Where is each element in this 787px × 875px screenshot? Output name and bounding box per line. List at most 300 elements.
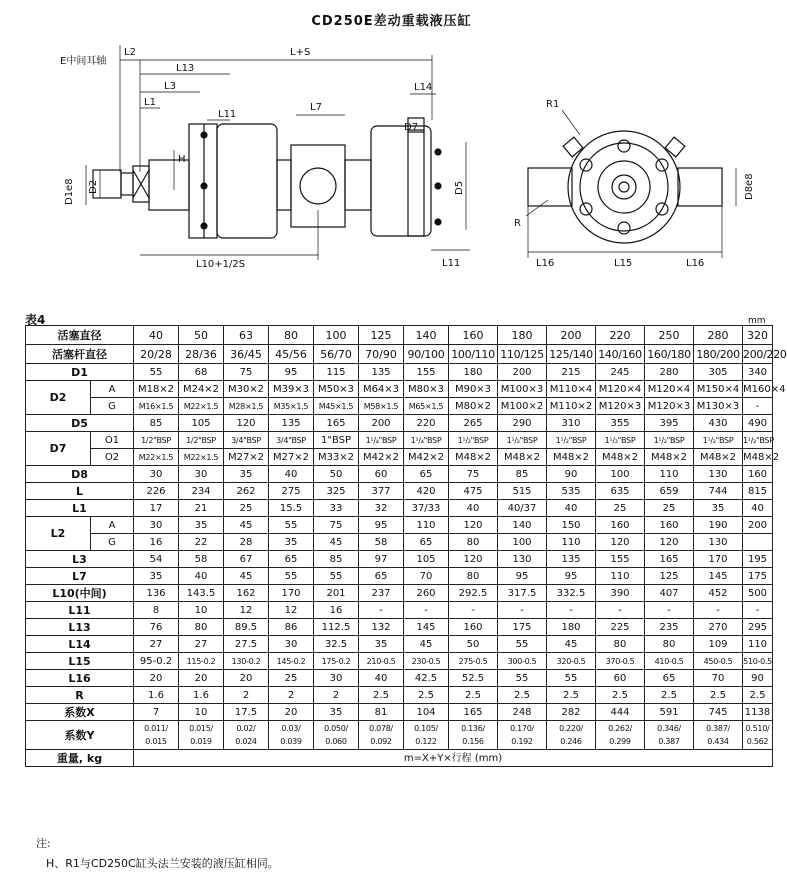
table-cell: 160 (645, 517, 694, 534)
table-cell: 7 (134, 704, 179, 721)
dim-D5: D5 (454, 180, 465, 195)
table-cell: 75 (314, 517, 359, 534)
row-sublabel: A (91, 381, 134, 398)
table-cell: M45×1.5 (314, 398, 359, 415)
table-cell: 490 (743, 415, 773, 432)
table-row (26, 432, 773, 449)
rod-cell: 100/110 (449, 345, 498, 364)
table-cell: 145 (404, 619, 449, 636)
table-cell: 25 (645, 500, 694, 517)
table-cell: 97 (359, 551, 404, 568)
table-cell: 80 (179, 619, 224, 636)
table-cell: M160×4 (743, 381, 773, 398)
table-cell: 155 (404, 364, 449, 381)
table-cell: M64×3 (359, 381, 404, 398)
table-cell: 32 (359, 500, 404, 517)
table-cell: - (694, 602, 743, 619)
table-cell: M22×1.5 (179, 449, 224, 466)
table-cell: M48×2 (449, 449, 498, 466)
row-label: R (26, 687, 134, 704)
lug-label: E中间耳轴 (60, 56, 107, 67)
table-cell: 180 (449, 364, 498, 381)
table-cell: M48×2 (596, 449, 645, 466)
table-cell: M110×4 (547, 381, 596, 398)
table-cell: 317.5 (498, 585, 547, 602)
table-cell: 35 (694, 500, 743, 517)
table-cell: 230-0.5 (404, 653, 449, 670)
table-cell: 17.5 (224, 704, 269, 721)
table-row (26, 500, 773, 517)
table-cell: 40 (743, 500, 773, 517)
row-label: D5 (26, 415, 134, 432)
table-cell: 105 (404, 551, 449, 568)
table-cell: M120×3 (645, 398, 694, 415)
table-cell: 40 (179, 568, 224, 585)
table-cell: 105 (179, 415, 224, 432)
table-cell: 20 (179, 670, 224, 687)
table-cell (743, 534, 773, 551)
table-cell: 55 (269, 568, 314, 585)
table-cell: 635 (596, 483, 645, 500)
table-cell: 52.5 (449, 670, 498, 687)
rod-cell: 90/100 (404, 345, 449, 364)
table-cell: 390 (596, 585, 645, 602)
table-cell: 310 (547, 415, 596, 432)
table-cell: 2.5 (694, 687, 743, 704)
table-cell: 25 (269, 670, 314, 687)
table-cell: 16 (134, 534, 179, 551)
table-cell: 1¹/₂"BSP (743, 432, 773, 449)
header-label: 活塞直径 (26, 326, 134, 345)
table-cell: 215 (547, 364, 596, 381)
table-cell: 210-0.5 (359, 653, 404, 670)
table-cell: 110 (547, 534, 596, 551)
table-cell: 55 (314, 568, 359, 585)
table-cell: M30×2 (224, 381, 269, 398)
table-cell: 37/33 (404, 500, 449, 517)
table-cell: 12 (224, 602, 269, 619)
table-cell: 30 (314, 670, 359, 687)
dim-D2: D2 (88, 179, 99, 194)
table-cell: 130 (694, 534, 743, 551)
notes (36, 835, 279, 875)
table-cell: M90×3 (449, 381, 498, 398)
rod-cell: 125/140 (547, 345, 596, 364)
table-cell: 1¹/₄"BSP (404, 432, 449, 449)
table-cell: 237 (359, 585, 404, 602)
table-cell: 1¹/₂"BSP (694, 432, 743, 449)
table-cell: 201 (314, 585, 359, 602)
table-cell: 262 (224, 483, 269, 500)
table-cell: 85 (314, 551, 359, 568)
table-row (26, 517, 773, 534)
table-cell: 515 (498, 483, 547, 500)
header-cell: 280 (694, 326, 743, 345)
table-cell: 55 (498, 636, 547, 653)
table-cell: 20 (224, 670, 269, 687)
rod-cell: 28/36 (179, 345, 224, 364)
table-cell: 28 (224, 534, 269, 551)
table-cell: 180 (547, 619, 596, 636)
row-label: 重量, kg (26, 750, 134, 767)
table-cell: 0.510/ 0.562 (743, 721, 773, 750)
table-cell: 170 (269, 585, 314, 602)
table-row (26, 670, 773, 687)
table-cell: M42×2 (359, 449, 404, 466)
table-cell: 332.5 (547, 585, 596, 602)
weight-row (26, 750, 773, 767)
table-cell: M33×2 (314, 449, 359, 466)
table-cell: M100×3 (498, 381, 547, 398)
row-label: L3 (26, 551, 134, 568)
table-cell: 245 (596, 364, 645, 381)
row-label: D2 (26, 381, 91, 415)
dim-L11: L11 (218, 109, 237, 120)
dim-L16b: L16 (686, 258, 705, 269)
table-cell: 80 (449, 568, 498, 585)
table-cell: 70 (694, 670, 743, 687)
table-cell: 12 (269, 602, 314, 619)
dim-L15: L15 (614, 258, 633, 269)
table-cell: 60 (596, 670, 645, 687)
table-cell: 104 (404, 704, 449, 721)
table-cell: 0.015/ 0.019 (179, 721, 224, 750)
table-cell: 45 (547, 636, 596, 653)
table-cell: 85 (498, 466, 547, 483)
row-label: L16 (26, 670, 134, 687)
row-label: L (26, 483, 134, 500)
table-cell: 200 (359, 415, 404, 432)
table-cell: M50×3 (314, 381, 359, 398)
spec-table (25, 325, 787, 767)
dim-L3: L3 (164, 81, 176, 92)
table-cell: 1.6 (179, 687, 224, 704)
technical-drawing (0, 0, 783, 300)
table-cell: 75 (224, 364, 269, 381)
table-cell: 15.5 (269, 500, 314, 517)
table-cell: 132 (359, 619, 404, 636)
rod-cell: 70/90 (359, 345, 404, 364)
table-caption: 表4 (25, 313, 46, 327)
table-cell: 30 (269, 636, 314, 653)
table-cell: 95 (547, 568, 596, 585)
rod-cell: 56/70 (314, 345, 359, 364)
table-cell: M48×2 (498, 449, 547, 466)
table-cell: 235 (645, 619, 694, 636)
dim-L14: L14 (414, 82, 433, 93)
header-cell: 160 (449, 326, 498, 345)
table-cell: 130 (694, 466, 743, 483)
table-cell: 68 (179, 364, 224, 381)
table-cell: 270 (694, 619, 743, 636)
table-cell: - (743, 602, 773, 619)
table-cell: M120×4 (596, 381, 645, 398)
table-cell: 292.5 (449, 585, 498, 602)
table-row (26, 398, 773, 415)
table-cell: 35 (179, 517, 224, 534)
table-cell: 160 (449, 619, 498, 636)
table-cell: 80 (449, 534, 498, 551)
table-cell: 2 (224, 687, 269, 704)
table-cell: 65 (404, 534, 449, 551)
header-cell: 180 (498, 326, 547, 345)
table-cell: 2.5 (743, 687, 773, 704)
rod-label: 活塞杆直径 (26, 345, 134, 364)
table-cell: 220 (404, 415, 449, 432)
header-cell: 50 (179, 326, 224, 345)
table-cell: - (645, 602, 694, 619)
dim-D1e8: D1e8 (64, 178, 75, 205)
table-cell: 0.262/ 0.299 (596, 721, 645, 750)
rod-cell: 36/45 (224, 345, 269, 364)
dim-L2: L2 (124, 47, 136, 58)
row-label: 系数X (26, 704, 134, 721)
table-cell: 100 (596, 466, 645, 483)
table-cell: M110×2 (547, 398, 596, 415)
table-cell: 55 (134, 364, 179, 381)
table-cell: M42×2 (404, 449, 449, 466)
table-cell: 407 (645, 585, 694, 602)
table-cell: 25 (596, 500, 645, 517)
table-cell: 10 (179, 704, 224, 721)
row-sublabel: G (91, 534, 134, 551)
dim-D8e8: D8e8 (744, 173, 755, 200)
table-cell: 110 (743, 636, 773, 653)
table-cell: - (547, 602, 596, 619)
table-cell: 175 (498, 619, 547, 636)
dim-L11b: L11 (442, 258, 461, 269)
table-cell: 500 (743, 585, 773, 602)
row-label: L7 (26, 568, 134, 585)
header-cell: 100 (314, 326, 359, 345)
table-cell: M16×1.5 (134, 398, 179, 415)
row-label: D1 (26, 364, 134, 381)
table-cell: 125 (645, 568, 694, 585)
table-cell: 67 (224, 551, 269, 568)
table-cell: 120 (596, 534, 645, 551)
table-cell: 377 (359, 483, 404, 500)
table-cell: 320-0.5 (547, 653, 596, 670)
table-cell: 33 (314, 500, 359, 517)
row-label: L2 (26, 517, 91, 551)
rod-cell: 20/28 (134, 345, 179, 364)
table-cell: M27×2 (269, 449, 314, 466)
header-cell: 80 (269, 326, 314, 345)
table-cell: 136 (134, 585, 179, 602)
dim-L16: L16 (536, 258, 555, 269)
table-cell: M22×1.5 (179, 398, 224, 415)
table-cell: 75 (449, 466, 498, 483)
table-cell: 54 (134, 551, 179, 568)
row-sublabel: A (91, 517, 134, 534)
header-cell: 320 (743, 326, 773, 345)
table-cell: 120 (224, 415, 269, 432)
table-cell: 120 (449, 551, 498, 568)
table-cell: 58 (359, 534, 404, 551)
row-label: D8 (26, 466, 134, 483)
row-label: L10(中间) (26, 585, 134, 602)
table-cell: 45 (224, 517, 269, 534)
table-cell: 1/2"BSP (134, 432, 179, 449)
table-row (26, 687, 773, 704)
header-cell: 200 (547, 326, 596, 345)
table-cell: 659 (645, 483, 694, 500)
table-cell: 85 (134, 415, 179, 432)
table-cell: 110 (404, 517, 449, 534)
table-cell: 1"BSP (314, 432, 359, 449)
table-unit: mm (748, 316, 766, 326)
table-cell: 162 (224, 585, 269, 602)
table-cell: 27.5 (224, 636, 269, 653)
table-cell: 355 (596, 415, 645, 432)
row-sublabel: G (91, 398, 134, 415)
rod-cell: 200/220 (743, 345, 773, 364)
table-cell: 282 (547, 704, 596, 721)
table-cell: 95 (269, 364, 314, 381)
dim-R: R (514, 218, 521, 229)
header-cell: 40 (134, 326, 179, 345)
table-cell: 160 (596, 517, 645, 534)
table-row (26, 704, 773, 721)
rod-cell: 180/200 (694, 345, 743, 364)
table-cell: 55 (269, 517, 314, 534)
table-cell: 20 (269, 704, 314, 721)
table-cell: 95 (359, 517, 404, 534)
table-cell: 234 (179, 483, 224, 500)
table-cell: 510-0.5 (743, 653, 773, 670)
dim-D7: D7 (404, 122, 419, 133)
row-label: 系数Y (26, 721, 134, 750)
table-row (26, 585, 773, 602)
table-cell: 90 (547, 466, 596, 483)
table-row (26, 534, 773, 551)
table-cell: 8 (134, 602, 179, 619)
table-cell: 86 (269, 619, 314, 636)
table-cell: 0.105/ 0.122 (404, 721, 449, 750)
table-cell: 1¹/₂"BSP (449, 432, 498, 449)
table-row (26, 636, 773, 653)
table-cell: 89.5 (224, 619, 269, 636)
table-cell: 80 (596, 636, 645, 653)
table-cell: 20 (134, 670, 179, 687)
dim-R1: R1 (546, 99, 560, 110)
header-cell: 220 (596, 326, 645, 345)
table-cell: 120 (449, 517, 498, 534)
table-cell: M150×4 (694, 381, 743, 398)
table-cell: M18×2 (134, 381, 179, 398)
table-cell: M80×3 (404, 381, 449, 398)
table-cell: 50 (449, 636, 498, 653)
table-cell: 55 (547, 670, 596, 687)
table-cell: 395 (645, 415, 694, 432)
table-row (26, 466, 773, 483)
row-sublabel: O1 (91, 432, 134, 449)
table-cell: 260 (404, 585, 449, 602)
table-cell: 16 (314, 602, 359, 619)
table-row (26, 364, 773, 381)
table-cell: 2.5 (645, 687, 694, 704)
table-cell: M58×1.5 (359, 398, 404, 415)
table-cell: 80 (645, 636, 694, 653)
rod-cell: 110/125 (498, 345, 547, 364)
table-cell: 109 (694, 636, 743, 653)
table-cell: 65 (404, 466, 449, 483)
table-cell: 410-0.5 (645, 653, 694, 670)
table-cell: 40/37 (498, 500, 547, 517)
row-label: L14 (26, 636, 134, 653)
table-cell: 135 (547, 551, 596, 568)
header-cell: 140 (404, 326, 449, 345)
table-cell: 0.03/ 0.039 (269, 721, 314, 750)
table-cell: 58 (179, 551, 224, 568)
table-cell: 165 (449, 704, 498, 721)
row-label: L13 (26, 619, 134, 636)
table-cell: 35 (314, 704, 359, 721)
table-cell: M48×2 (743, 449, 773, 466)
table-cell: 120 (645, 534, 694, 551)
row-label: D7 (26, 432, 91, 466)
table-cell: 115-0.2 (179, 653, 224, 670)
table-cell: 2 (269, 687, 314, 704)
table-cell: 110 (645, 466, 694, 483)
notes-title: 注: (36, 837, 51, 850)
table-cell: 0.220/ 0.246 (547, 721, 596, 750)
table-cell: 0.011/ 0.015 (134, 721, 179, 750)
table-cell: 35 (359, 636, 404, 653)
table-cell: M48×2 (547, 449, 596, 466)
table-cell: 40 (269, 466, 314, 483)
table-cell: M80×2 (449, 398, 498, 415)
table-cell: 32.5 (314, 636, 359, 653)
table-cell: 60 (359, 466, 404, 483)
dim-L1: L1 (144, 97, 156, 108)
table-cell: 0.050/ 0.060 (314, 721, 359, 750)
table-cell: 0.136/ 0.156 (449, 721, 498, 750)
table-cell: M120×3 (596, 398, 645, 415)
rod-row (26, 345, 773, 364)
table-cell: 27 (179, 636, 224, 653)
page-title: CD250E差动重载液压缸 (311, 14, 472, 29)
table-cell: M39×3 (269, 381, 314, 398)
table-cell: 42.5 (404, 670, 449, 687)
table-cell: 95 (498, 568, 547, 585)
dim-L10: L10+1/2S (196, 259, 246, 270)
table-cell: 110 (596, 568, 645, 585)
table-cell: 1¹/₂"BSP (645, 432, 694, 449)
table-cell: 475 (449, 483, 498, 500)
table-cell: M35×1.5 (269, 398, 314, 415)
table-cell: 535 (547, 483, 596, 500)
table-cell: 35 (134, 568, 179, 585)
table-cell: 1¹/₂"BSP (547, 432, 596, 449)
table-cell: 195 (743, 551, 773, 568)
table-cell: 81 (359, 704, 404, 721)
table-cell: - (743, 398, 773, 415)
table-cell: 65 (359, 568, 404, 585)
table-cell: 22 (179, 534, 224, 551)
table-cell: M48×2 (694, 449, 743, 466)
rod-cell: 160/180 (645, 345, 694, 364)
table-cell: 175-0.2 (314, 653, 359, 670)
table-cell: 0.02/ 0.024 (224, 721, 269, 750)
table-cell: 160 (743, 466, 773, 483)
table-cell: 130 (498, 551, 547, 568)
table-cell: 25 (224, 500, 269, 517)
table-cell: 45 (404, 636, 449, 653)
table-cell: - (596, 602, 645, 619)
table-row (26, 619, 773, 636)
table-row (26, 415, 773, 432)
